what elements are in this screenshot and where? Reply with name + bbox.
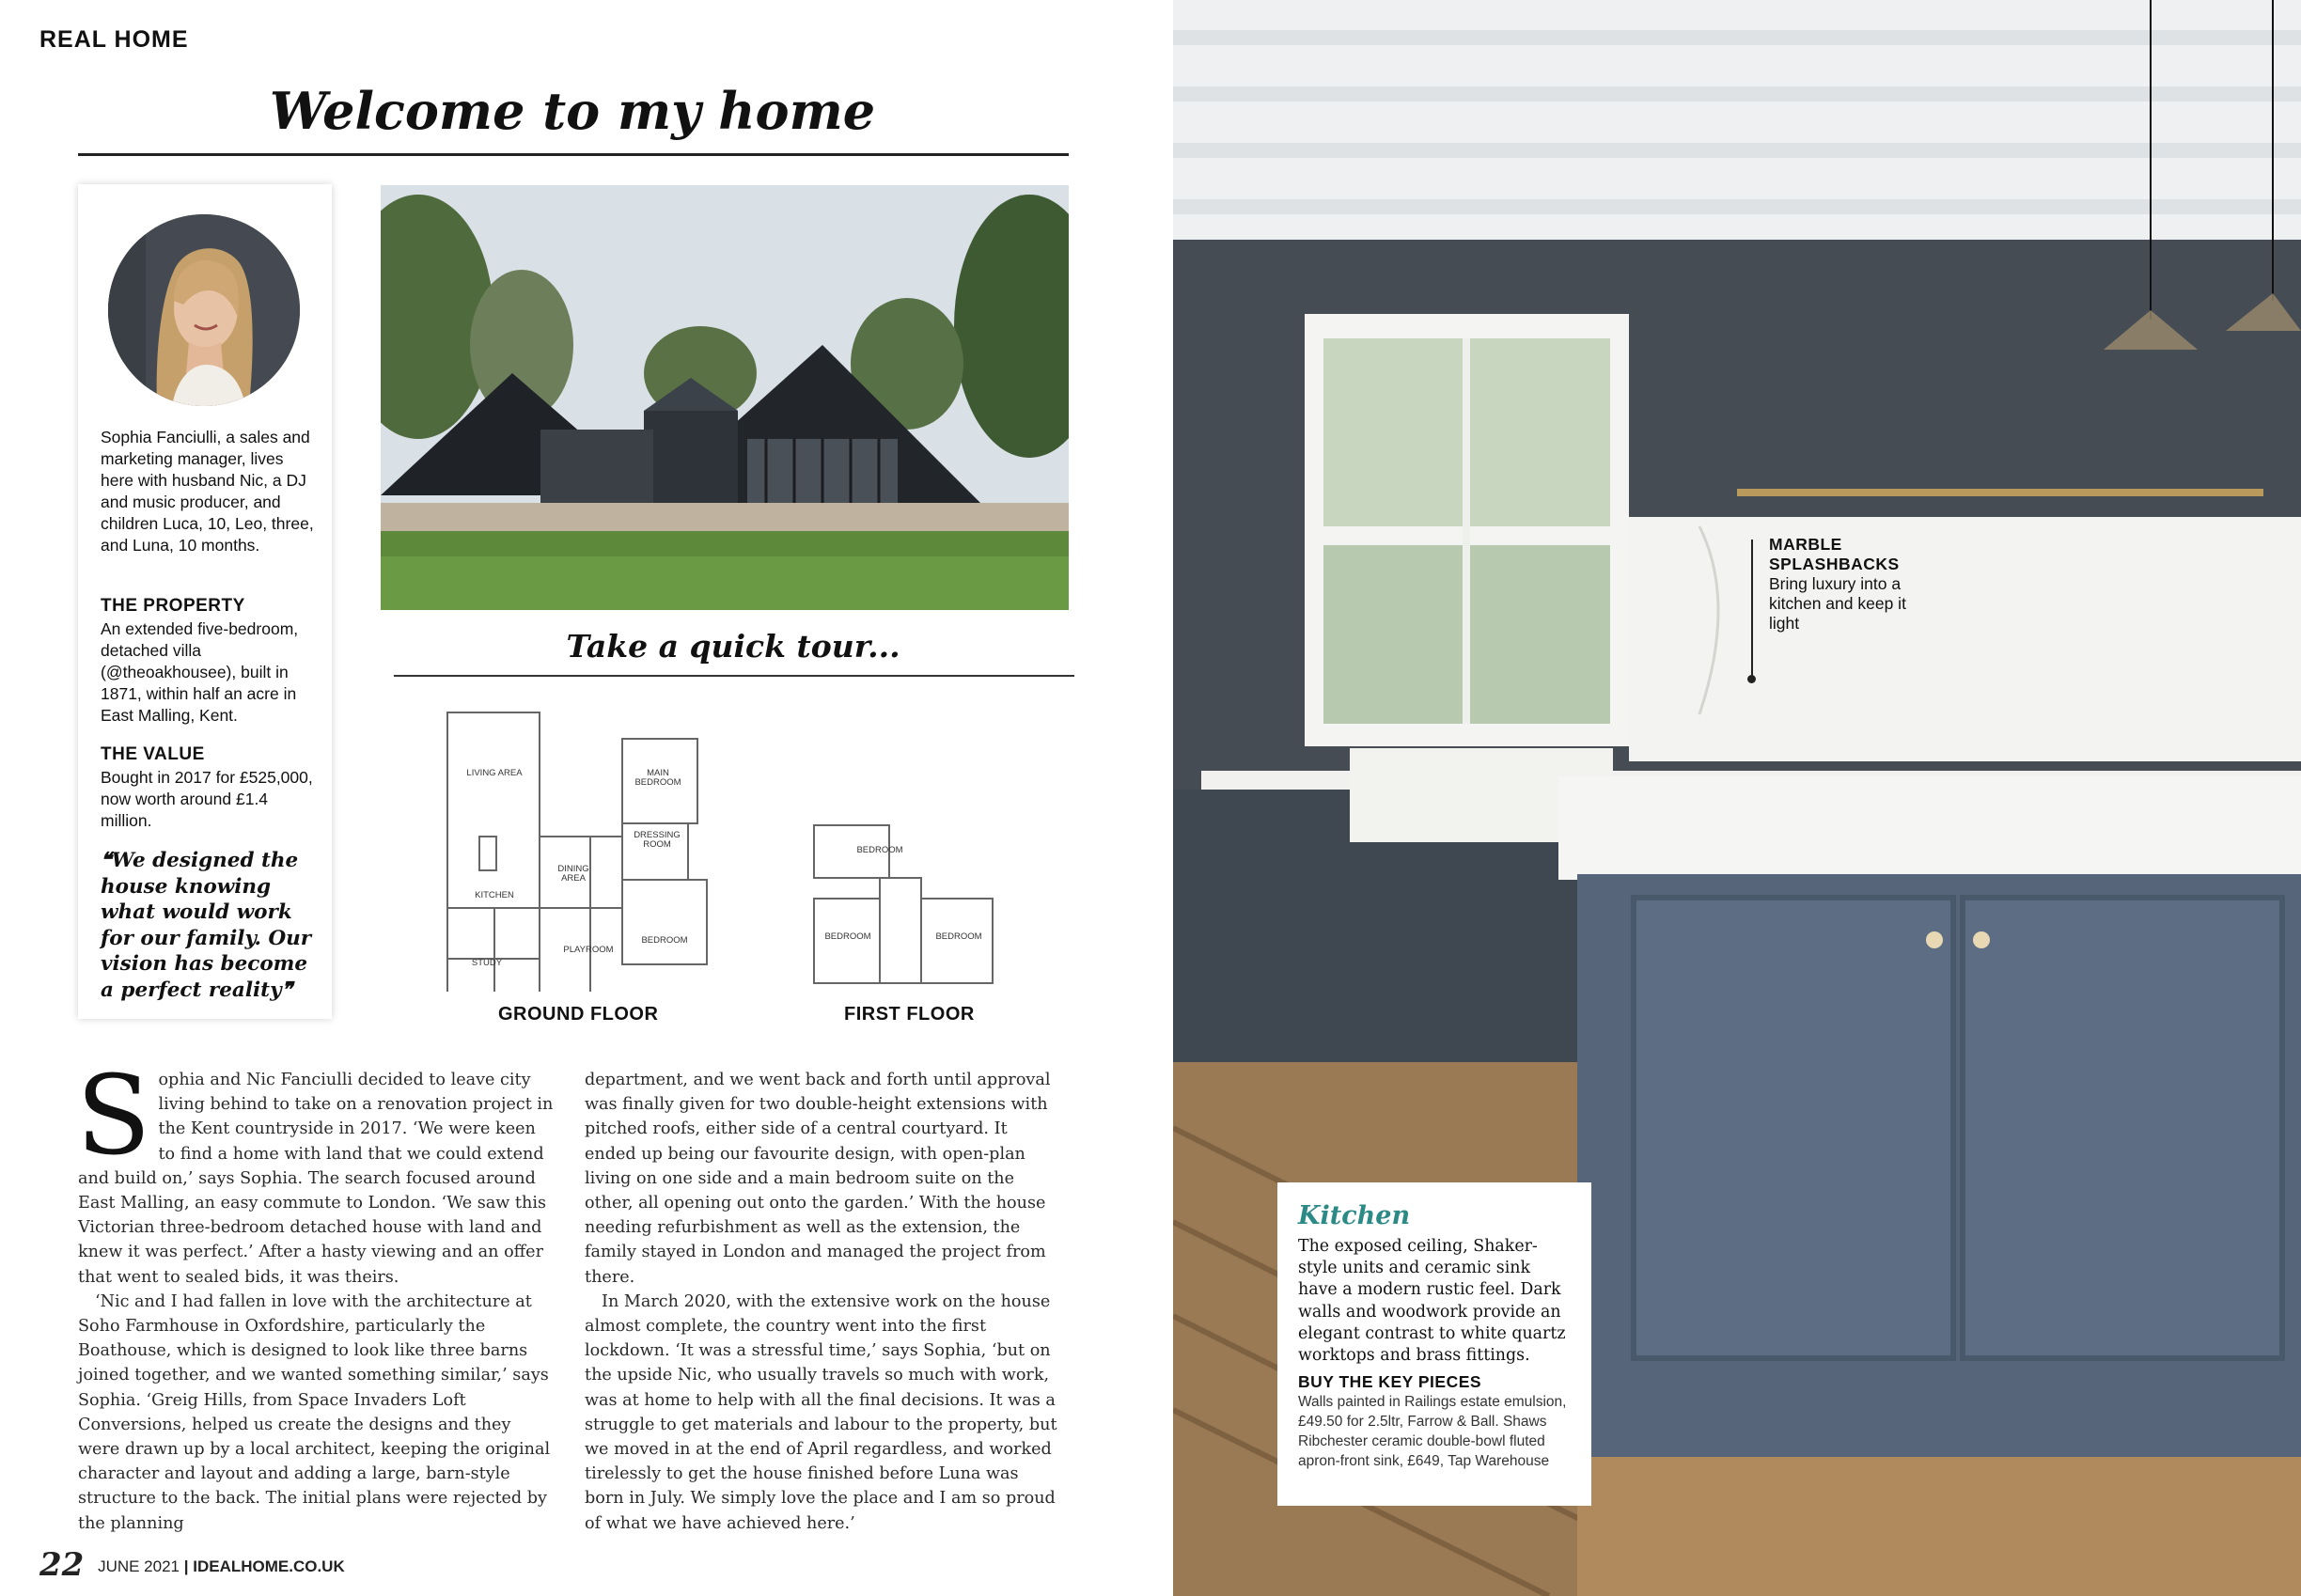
- room-playroom: PLAYROOM: [563, 945, 614, 955]
- kitchen-photo: [1173, 0, 2301, 1596]
- room-main-bedroom: MAIN BEDROOM: [634, 768, 681, 788]
- callout-heading: MARBLE SPLASHBACKS: [1769, 535, 1900, 573]
- callout-text: Bring luxury into a kitchen and keep it light: [1769, 574, 1906, 633]
- room-dining: DINING AREA: [557, 864, 589, 884]
- tour-title: Take a quick tour...: [566, 628, 900, 665]
- marble-callout: [1769, 535, 1929, 634]
- article-paragraph: ophia and Nic Fanciulli decided to leave city living behind to take on a renovation project in the Kent countryside in 2017. ‘We were keen to find a home with land that we could extend and build on,’ says Sophia. The search focused around East Malling, an easy commute to London. ‘We saw this Victorian three-bedroom detached house with land and knew it was perfect.’ After a hasty viewing and an offer that went to sealed bids, it was theirs.: [78, 1071, 554, 1287]
- kitchen-caption: [1277, 1182, 1591, 1506]
- drop-cap: S: [76, 1053, 151, 1180]
- room-bedroom: BEDROOM: [641, 935, 688, 946]
- room-study: STUDY: [471, 958, 503, 968]
- key-pieces-text: Walls painted in Railings estate emulsion, £49.50 for 2.5ltr, Farrow & Ball. Shaws Ribchester ceramic double-bowl fluted apron-front sink, £649, Tap Warehouse: [1298, 1394, 1567, 1470]
- article-paragraph: In March 2020, with the extensive work on the house almost complete, the country went into the first lockdown. ‘It was a stressful time,’ says Sophia, ‘but on the upside Nic, who usually travels so much with work, was at home to help with all the final decisions. It was a struggle to get materials and labour to the property, but we moved in at the end of April regardless, and worked tirelessly to get the house finished before Luna was born in July. We simply love the place and I am so proud of what we have achieved here.’: [585, 1291, 1057, 1533]
- footer-separator: |: [183, 1557, 189, 1575]
- article-paragraph: department, and we went back and forth until approval was finally given for two double-height extensions with pitched roofs, either side of a central courtyard. It ended up being our favourite design, with open-plan living on one side and a main bedroom suite on the other, all opening out onto the garden.’ With the house needing refurbishment as well as the extension, the family stayed in London and managed the project from there.: [585, 1071, 1051, 1287]
- website: IDEALHOME.CO.UK: [193, 1557, 345, 1575]
- house-exterior-photo: [381, 185, 1069, 610]
- first-floor-plan: [808, 820, 1006, 989]
- room-first-bedroom-1: BEDROOM: [856, 845, 903, 855]
- ground-floor-label: GROUND FLOOR: [498, 1004, 659, 1025]
- article-column-2: [585, 1068, 1060, 1536]
- room-living-area: LIVING AREA: [466, 768, 523, 778]
- caption-title: Kitchen: [1298, 1201, 1411, 1230]
- issue-date: JUNE 2021: [98, 1557, 180, 1575]
- room-dressing: DRESSING ROOM: [634, 830, 681, 850]
- value-heading: THE VALUE: [101, 744, 205, 764]
- page-footer: [39, 1546, 345, 1584]
- room-first-bedroom-3: BEDROOM: [935, 931, 982, 942]
- article-paragraph: ‘Nic and I had fallen in love with the architecture at Soho Farmhouse in Oxfordshire, particularly the Boathouse, which is designed to look like three barns joined together, and we wanted something similar,’ says Sophia. ‘Greig Hills, from Space Invaders Loft Conversions, helped us create the designs and they were drawn up by a local architect, keeping the original character and layout and adding a large, barn-style structure to the back. The initial plans were rejected by the planning: [78, 1291, 551, 1533]
- title-divider: [78, 153, 1069, 156]
- callout-line: [1751, 540, 1753, 681]
- pull-quote: ❝We designed the house knowing what would work for our family. Our vision has become a perfect reality❞: [101, 849, 312, 1002]
- property-text: An extended five-bedroom, detached villa (@theoakhousee), built in 1871, within half an acre in East Malling, Kent.: [101, 619, 299, 725]
- profile-bio: Sophia Fanciulli, a sales and marketing manager, lives here with husband Nic, a DJ and music producer, and children Luca, 10, Leo, three, and Luna, 10 months.: [101, 428, 314, 555]
- article-column-1: [76, 1053, 554, 1536]
- room-first-bedroom-2: BEDROOM: [824, 931, 871, 942]
- value-text: Bought in 2017 for £525,000, now worth around £1.4 million.: [101, 768, 313, 830]
- first-floor-label: FIRST FLOOR: [844, 1004, 975, 1025]
- room-kitchen: KITCHEN: [475, 890, 514, 900]
- section-label: REAL HOME: [39, 26, 189, 53]
- page-number: 22: [39, 1546, 85, 1584]
- avatar: [108, 214, 300, 406]
- profile-box: [78, 184, 332, 1019]
- property-heading: THE PROPERTY: [101, 596, 245, 616]
- caption-body: The exposed ceiling, Shaker-style units and ceramic sink have a modern rustic feel. Dark walls and woodwork provide an elegant contrast to white quartz worktops and brass fittings.: [1298, 1237, 1566, 1366]
- callout-dot: [1747, 675, 1756, 683]
- key-pieces-heading: BUY THE KEY PIECES: [1298, 1372, 1482, 1392]
- page-title: Welcome to my home: [269, 81, 876, 141]
- tour-divider: [394, 675, 1074, 677]
